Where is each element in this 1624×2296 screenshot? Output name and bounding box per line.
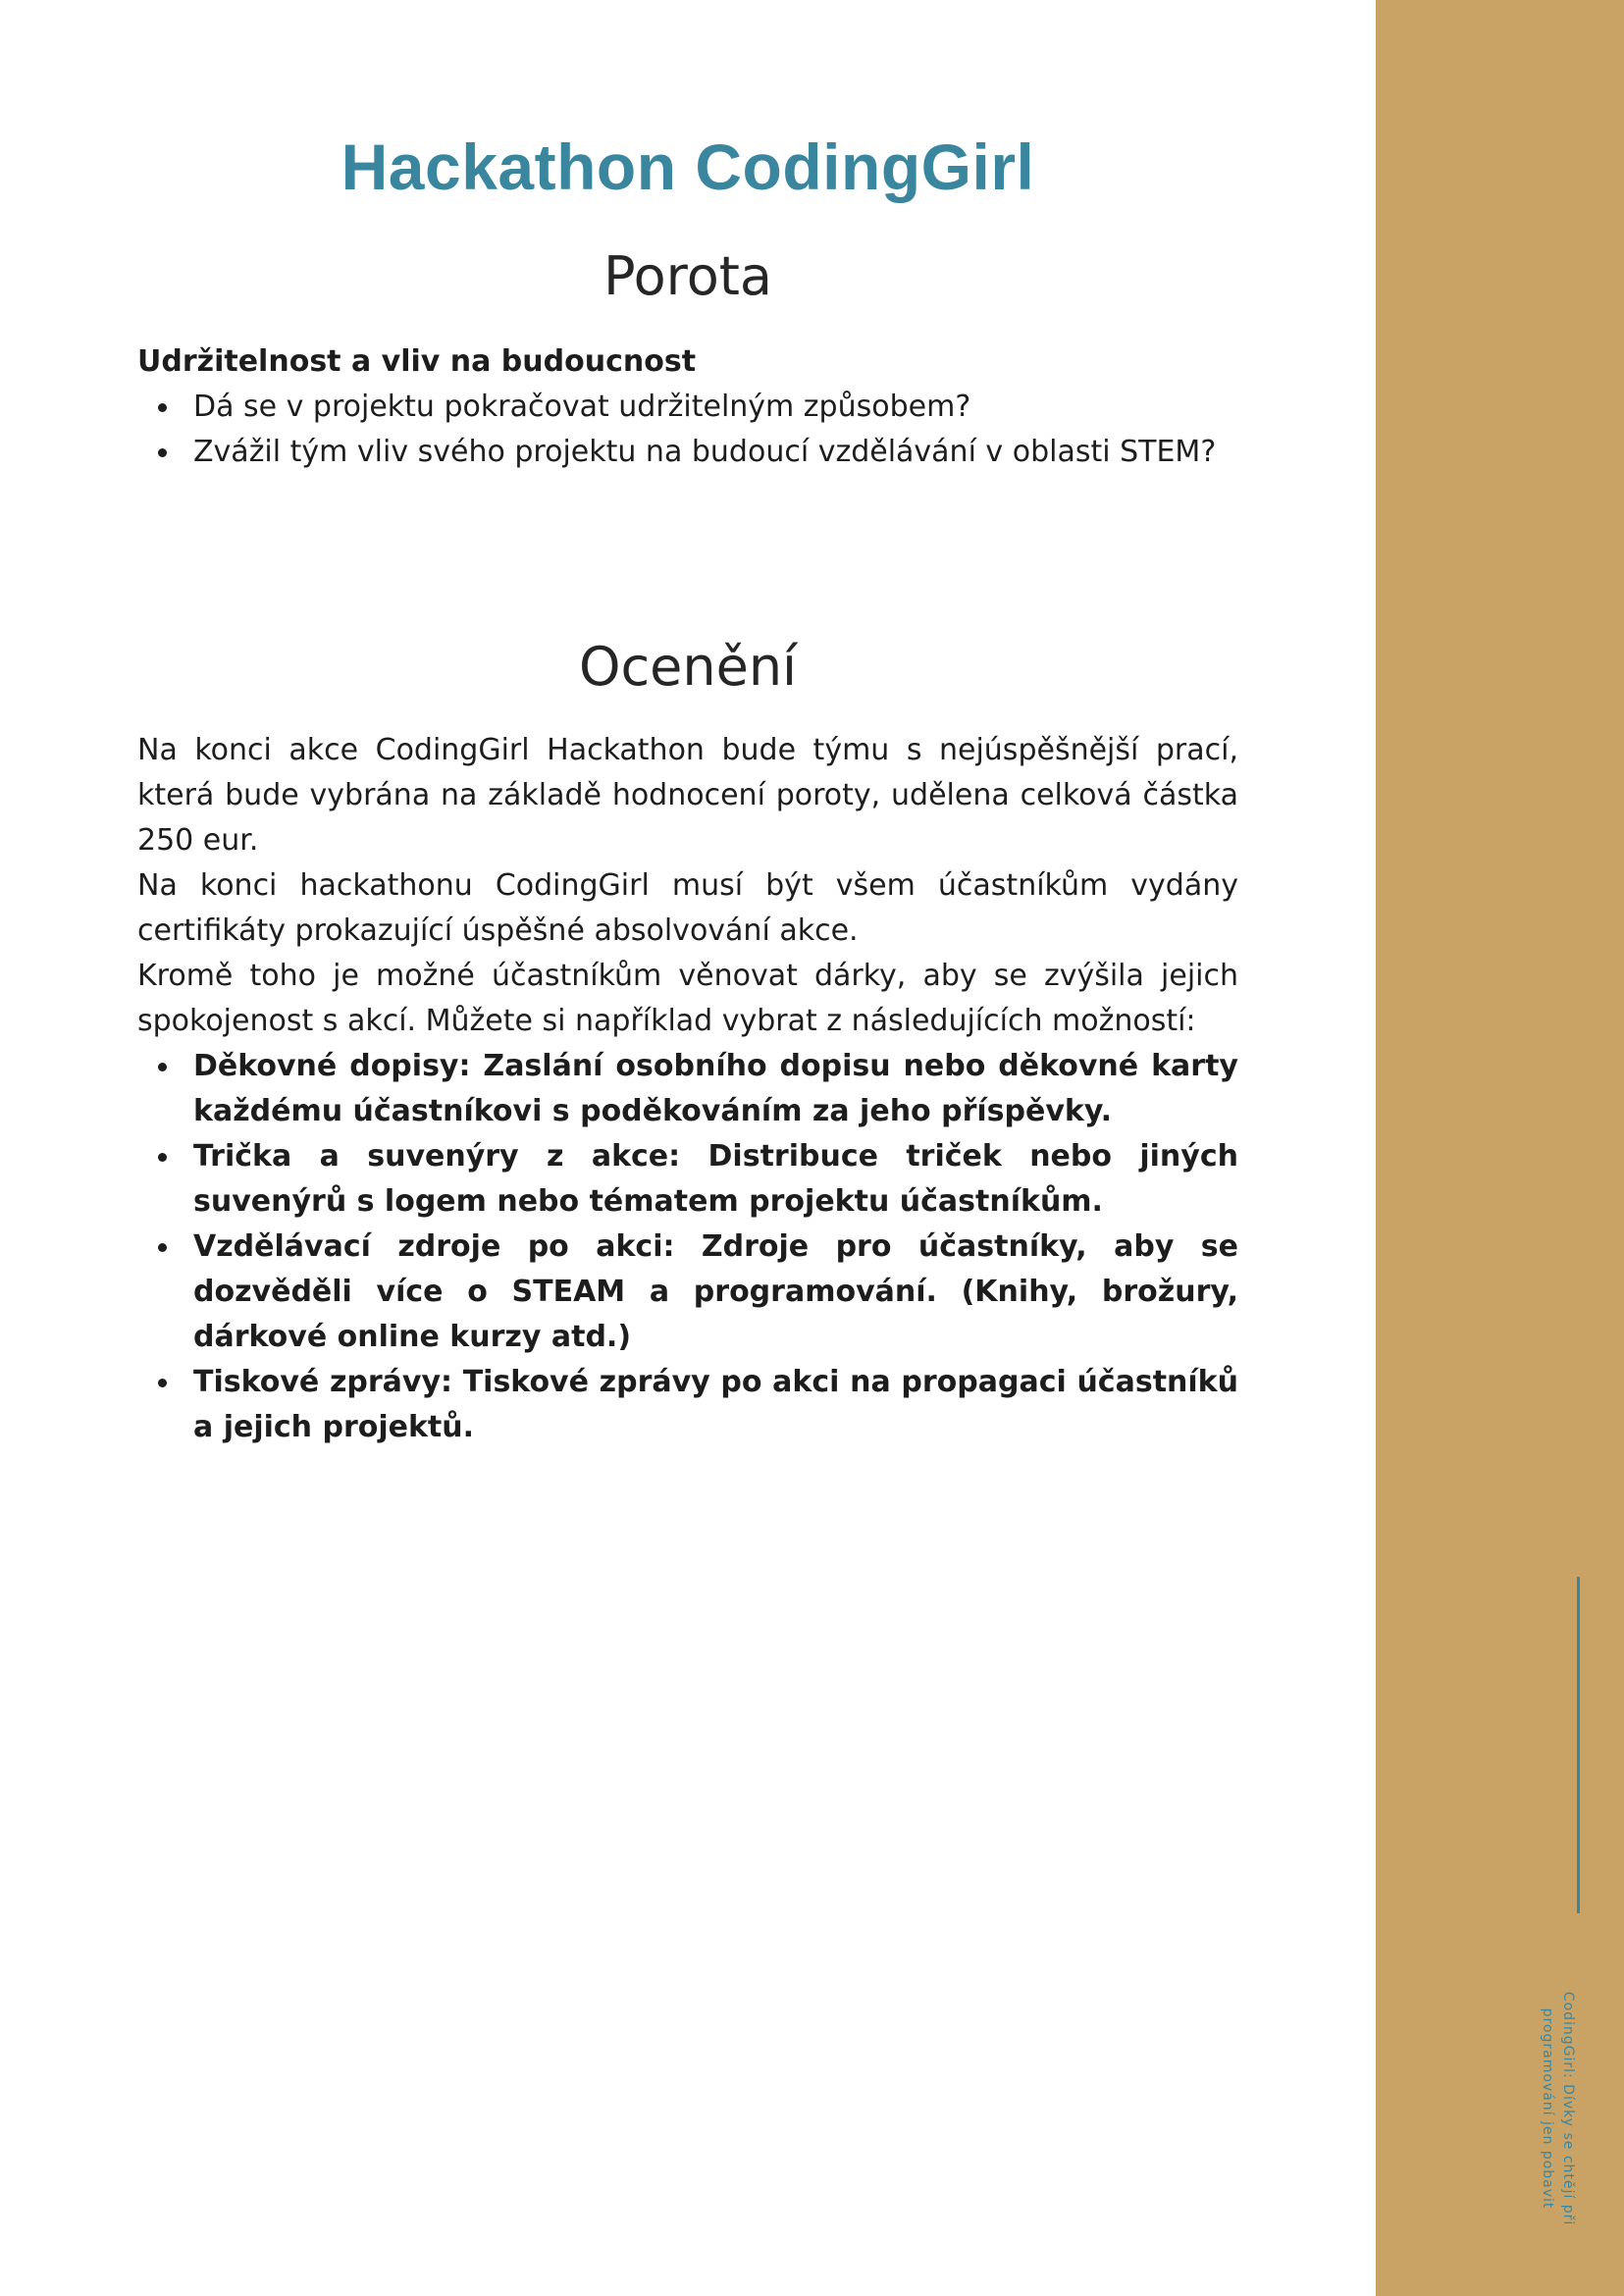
list-item: Trička a suvenýry z akce: Distribuce triček nebo jiných suvenýrů s logem nebo tématem projektu účastníkům. <box>137 1134 1238 1225</box>
section-heading-awards: Ocenění <box>578 635 798 698</box>
list-item: Vzdělávací zdroje po akci: Zdroje pro účastníky, aby se dozvěděli více o STEAM a programování. (Knihy, brožury, dárkové online kurzy atd.) <box>137 1225 1238 1360</box>
list-item: Tiskové zprávy: Tiskové zprávy po akci na propagaci účastníků a jejich projektů. <box>137 1360 1238 1450</box>
paragraph: Kromě toho je možné účastníkům věnovat dárky, aby se zvýšila jejich spokojenost s akcí. Můžete si například vybrat z následujících možností: <box>137 959 1238 1038</box>
section-heading-jury: Porota <box>603 244 772 307</box>
paragraph: Na konci akce CodingGirl Hackathon bude týmu s nejúspěšnější prací, která bude vybrána na základě hodnocení poroty, udělena celková částka 250 eur. <box>137 733 1238 858</box>
list-item: Zvážil tým vliv svého projektu na budoucí vzdělávání v oblasti STEM? <box>137 430 1238 475</box>
awards-section <box>137 728 1238 1450</box>
criterion-title: Udržitelnost a vliv na budoucnost <box>137 344 697 379</box>
criterion-question-list <box>137 385 1238 475</box>
sidebar-tagline: CodingGirl: Dívky se chtějí při programování jen pobavit <box>1540 1991 1576 2226</box>
gift-option-list <box>137 1044 1238 1450</box>
list-item: Děkovné dopisy: Zaslání osobního dopisu nebo děkovné karty každému účastníkovi s poděkováním za jeho příspěvky. <box>137 1044 1238 1134</box>
paragraph: Na konci hackathonu CodingGirl musí být všem účastníkům vydány certifikáty prokazující úspěšné absolvování akce. <box>137 868 1238 948</box>
decorative-sidebar <box>1376 0 1624 2296</box>
document-title: Hackathon CodingGirl <box>341 130 1035 204</box>
accent-line <box>1577 1577 1580 1913</box>
jury-criterion <box>137 339 1238 475</box>
list-item: Dá se v projektu pokračovat udržitelným způsobem? <box>137 385 1238 430</box>
